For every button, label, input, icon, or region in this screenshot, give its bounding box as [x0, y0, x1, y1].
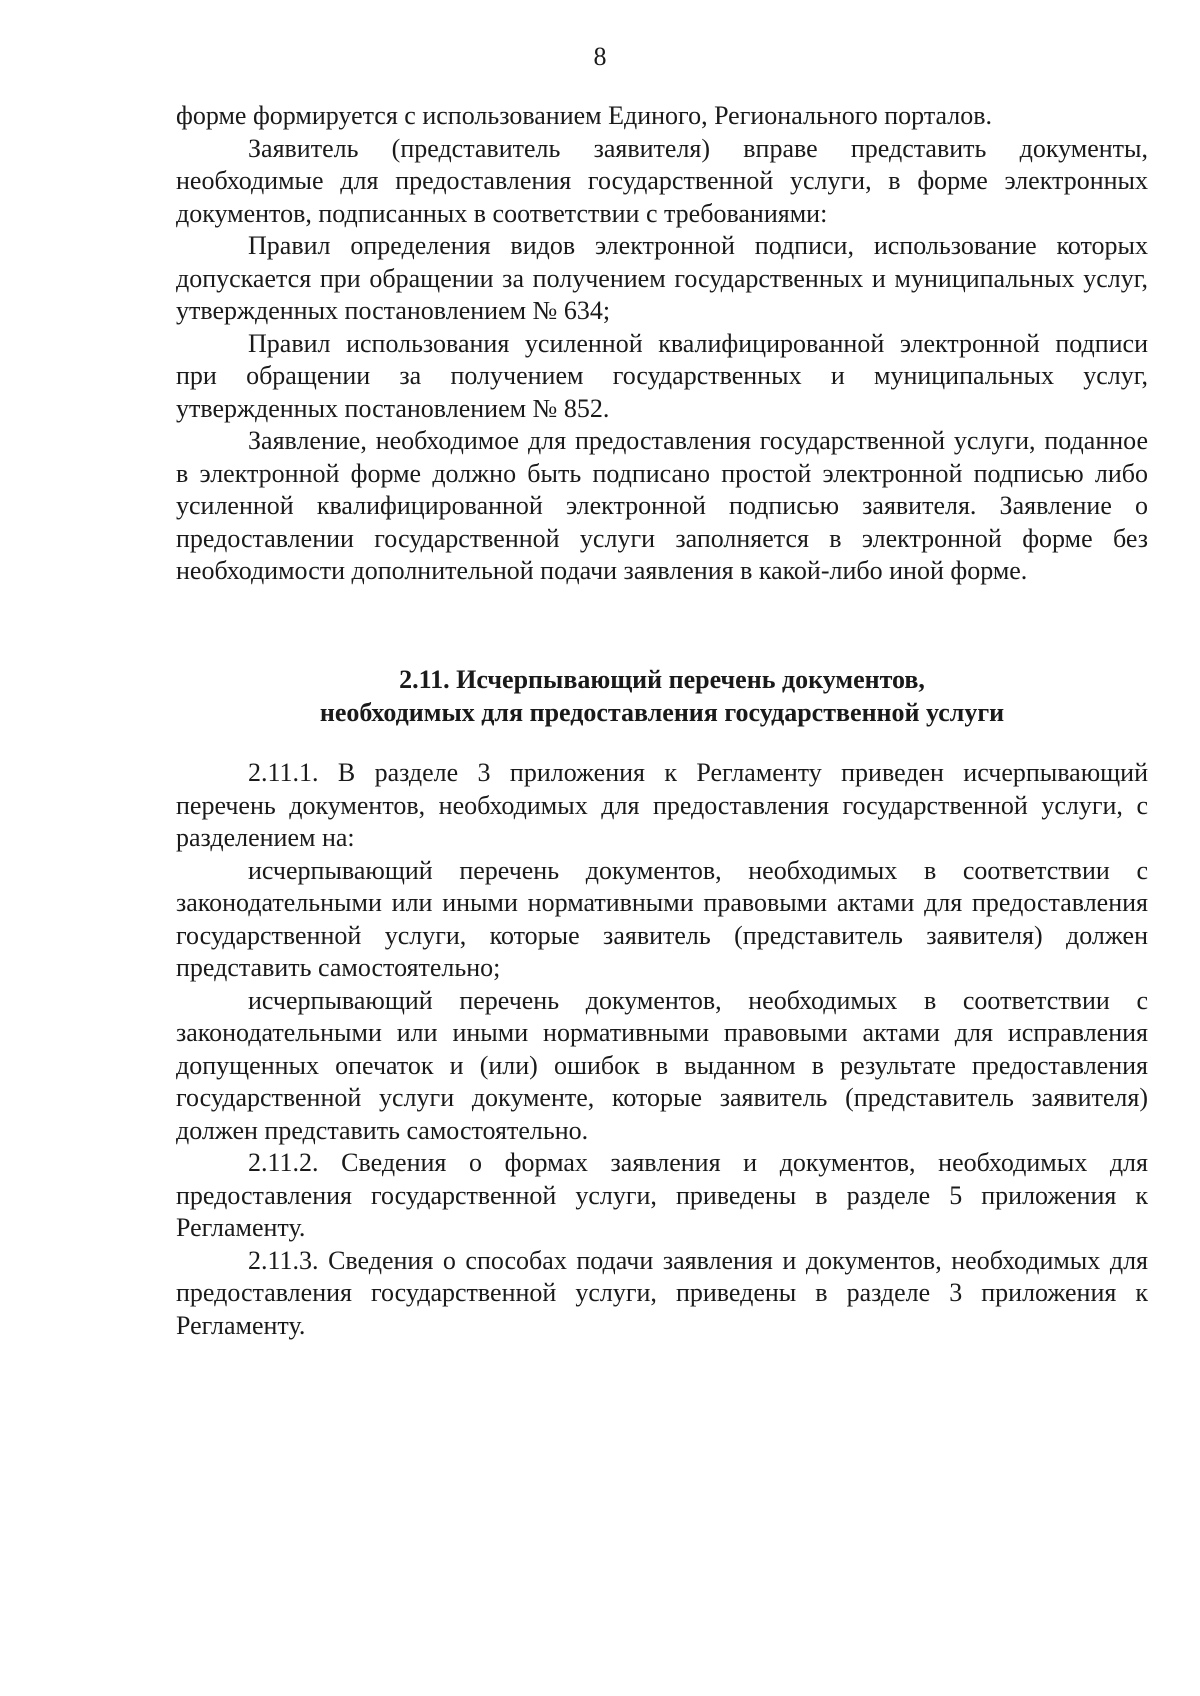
section-heading-line2: необходимых для предоставления государственной услуги	[319, 697, 1005, 727]
paragraph-electronic-application: Заявление, необходимое для предоставления государственной услуги, поданное в электронной форме должно быть подписано простой электронной подписью либо усиленной квалифицированной электронной подписью заявителя. Заявление о предоставлении государственной услуги заполняется в электронной форме без необходимости дополнительной подачи заявления в какой-либо иной форме.	[176, 426, 1148, 585]
paragraph-2-11-2: 2.11.2. Сведения о формах заявления и документов, необходимых для предоставления государственной услуги, приведены в разделе 5 приложения к Регламенту.	[176, 1148, 1148, 1242]
paragraph-continuation: форме формируется с использованием Единого, Регионального порталов.	[176, 101, 993, 130]
bottom-text-block	[176, 757, 1148, 1342]
paragraph-list-item-1: исчерпывающий перечень документов, необходимых в соответствии с законодательными или иными нормативными правовыми актами для предоставления государственной услуги, которые заявитель (представитель заявителя) должен представить самостоятельно;	[176, 855, 1148, 982]
paragraph-list-item-2: исчерпывающий перечень документов, необходимых в соответствии с законодательными или иными нормативными правовыми актами для исправления допущенных опечаток и (или) ошибок в выданном в результате предоставления государственной услуги документе, которые заявитель (представитель заявителя) должен представить самостоятельно.	[176, 985, 1148, 1145]
page-number: 8	[593, 42, 607, 71]
paragraph-2-11-1: 2.11.1. В разделе 3 приложения к Регламенту приведен исчерпывающий перечень документов, необходимых для предоставления государственной услуги, с разделением на:	[176, 758, 1148, 852]
paragraph-rules-634: Правил определения видов электронной подписи, использование которых допускается при обращении за получением государственных и муниципальных услуг, утвержденных постановлением № 634;	[176, 231, 1148, 325]
section-heading	[176, 664, 1148, 729]
paragraph-2-11-3: 2.11.3. Сведения о способах подачи заявления и документов, необходимых для предоставления государственной услуги, приведены в разделе 3 приложения к Регламенту.	[176, 1245, 1148, 1340]
top-text-block	[176, 100, 1148, 588]
paragraph-applicant-rights: Заявитель (представитель заявителя) вправе представить документы, необходимые для предоставления государственной услуги, в форме электронных документов, подписанных в соответствии с требованиями:	[176, 133, 1148, 228]
paragraph-rules-852: Правил использования усиленной квалифицированной электронной подписи при обращении за получением государственных и муниципальных услуг, утвержденных постановлением № 852.	[176, 328, 1148, 423]
section-heading-line1: 2.11. Исчерпывающий перечень документов,	[399, 665, 925, 694]
